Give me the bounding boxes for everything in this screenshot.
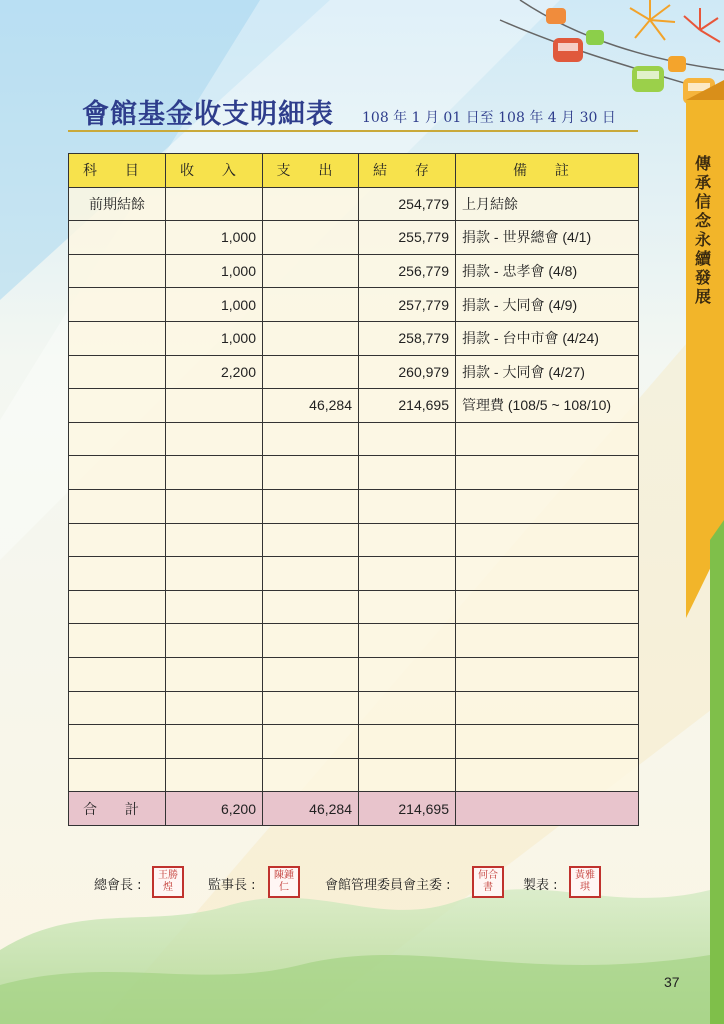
cell-note: 捐款 - 忠孝會 (4/8) [456, 254, 639, 288]
table-row [69, 523, 639, 557]
cell-income: 1,000 [166, 288, 263, 322]
cell-balance [359, 758, 456, 792]
cell-subject [69, 590, 166, 624]
cell-subject [69, 691, 166, 725]
column-header-subject: 科 目 [69, 154, 166, 188]
column-header-note: 備 註 [456, 154, 639, 188]
cell-income [166, 456, 263, 490]
total-row [69, 792, 639, 826]
cell-balance [359, 557, 456, 591]
table-row [69, 321, 639, 355]
cell-note: 管理費 (108/5 ~ 108/10) [456, 389, 639, 423]
seal-supervisor-stamp: 陳 鍾 仁 [268, 866, 300, 898]
cell-income: 2,200 [166, 355, 263, 389]
cell-note: 捐款 - 大同會 (4/9) [456, 288, 639, 322]
table-row [69, 590, 639, 624]
cell-expense: 46,284 [263, 389, 359, 423]
cell-note [456, 523, 639, 557]
cell-balance [359, 422, 456, 456]
cell-note [456, 758, 639, 792]
cell-note [456, 489, 639, 523]
cell-expense [263, 355, 359, 389]
cell-subject [69, 489, 166, 523]
cell-note [456, 657, 639, 691]
cell-note [456, 456, 639, 490]
cell-note: 捐款 - 台中市會 (4/24) [456, 321, 639, 355]
ledger-table [68, 153, 639, 826]
cell-subject [69, 758, 166, 792]
table-row [69, 489, 639, 523]
table-row [69, 422, 639, 456]
seal-president-stamp: 王 勝 煌 [152, 866, 184, 898]
cell-income [166, 624, 263, 658]
cell-expense [263, 557, 359, 591]
table-row [69, 456, 639, 490]
signature-label-supervisor: 監事長 : [208, 878, 256, 893]
side-banner-text: 傳承信念 永續發展 [694, 154, 711, 306]
cell-subject [69, 456, 166, 490]
cell-income [166, 523, 263, 557]
table-row [69, 758, 639, 792]
cell-note [456, 422, 639, 456]
cell-balance [359, 590, 456, 624]
cell-balance: 255,779 [359, 221, 456, 255]
cell-subject [69, 422, 166, 456]
date-range: 108 年 1 月 01 日至 108 年 4 月 30 日 [362, 110, 616, 126]
cell-expense [263, 590, 359, 624]
cell-note [456, 725, 639, 759]
cell-expense [263, 321, 359, 355]
cell-expense [263, 422, 359, 456]
cell-subject [69, 288, 166, 322]
cell-income [166, 725, 263, 759]
table-row [69, 624, 639, 658]
cell-expense [263, 725, 359, 759]
table-row [69, 288, 639, 322]
cell-expense [263, 691, 359, 725]
cell-expense [263, 221, 359, 255]
cell-income [166, 758, 263, 792]
signature-label-president: 總會長 : [94, 878, 142, 893]
cell-subject [69, 321, 166, 355]
signature-label-preparer: 製表 : [523, 878, 558, 893]
cell-expense [263, 254, 359, 288]
cell-income [166, 557, 263, 591]
cell-balance: 257,779 [359, 288, 456, 322]
cell-expense [263, 489, 359, 523]
cell-income [166, 590, 263, 624]
cell-balance: 214,695 [359, 389, 456, 423]
cell-expense [263, 657, 359, 691]
page-number: 37 [664, 974, 680, 990]
cell-subject [69, 624, 166, 658]
cell-expense [263, 624, 359, 658]
cell-note [456, 557, 639, 591]
total-note [456, 792, 639, 826]
cell-subject [69, 725, 166, 759]
cell-expense [263, 456, 359, 490]
cell-balance: 256,779 [359, 254, 456, 288]
cell-subject [69, 657, 166, 691]
cell-subject [69, 254, 166, 288]
cell-balance [359, 624, 456, 658]
column-header-balance: 結 存 [359, 154, 456, 188]
cell-balance [359, 523, 456, 557]
cell-subject [69, 389, 166, 423]
table-row [69, 254, 639, 288]
table-row [69, 725, 639, 759]
table-row [69, 355, 639, 389]
cell-income [166, 389, 263, 423]
cell-income [166, 187, 263, 221]
cell-expense [263, 758, 359, 792]
seal-preparer-stamp: 黃 雅 琪 [569, 866, 601, 898]
cell-income [166, 422, 263, 456]
seal-chair-stamp: 何 合 書 [472, 866, 504, 898]
cell-note [456, 624, 639, 658]
total-income: 6,200 [166, 792, 263, 826]
cell-expense [263, 187, 359, 221]
cell-note: 上月結餘 [456, 187, 639, 221]
table-row [69, 657, 639, 691]
cell-balance [359, 657, 456, 691]
cell-note [456, 691, 639, 725]
cell-balance [359, 725, 456, 759]
table-row [69, 691, 639, 725]
cell-subject [69, 557, 166, 591]
signature-row [0, 866, 724, 902]
cell-balance: 260,979 [359, 355, 456, 389]
table-row [69, 187, 639, 221]
cell-note: 捐款 - 世界總會 (4/1) [456, 221, 639, 255]
total-label: 合 計 [69, 792, 166, 826]
cell-expense [263, 288, 359, 322]
cell-income [166, 489, 263, 523]
cell-income: 1,000 [166, 321, 263, 355]
page-title: 會館基金收支明細表 [82, 99, 334, 130]
cell-subject [69, 221, 166, 255]
cell-subject [69, 355, 166, 389]
cell-balance [359, 456, 456, 490]
cell-note: 捐款 - 大同會 (4/27) [456, 355, 639, 389]
cell-balance [359, 691, 456, 725]
cell-expense [263, 523, 359, 557]
table-row [69, 557, 639, 591]
signature-label-chair: 會館管理委員會主委 : [325, 878, 451, 893]
total-balance: 214,695 [359, 792, 456, 826]
table-row [69, 221, 639, 255]
cell-note [456, 590, 639, 624]
cell-income [166, 657, 263, 691]
cell-subject: 前期結餘 [69, 187, 166, 221]
title-underline [68, 130, 638, 132]
table-header-row [69, 154, 639, 188]
cell-subject [69, 523, 166, 557]
cell-income: 1,000 [166, 221, 263, 255]
total-expense: 46,284 [263, 792, 359, 826]
cell-balance [359, 489, 456, 523]
column-header-income: 收 入 [166, 154, 263, 188]
column-header-expense: 支 出 [263, 154, 359, 188]
cell-balance: 258,779 [359, 321, 456, 355]
cell-balance: 254,779 [359, 187, 456, 221]
cell-income [166, 691, 263, 725]
cell-income: 1,000 [166, 254, 263, 288]
table-row [69, 389, 639, 423]
